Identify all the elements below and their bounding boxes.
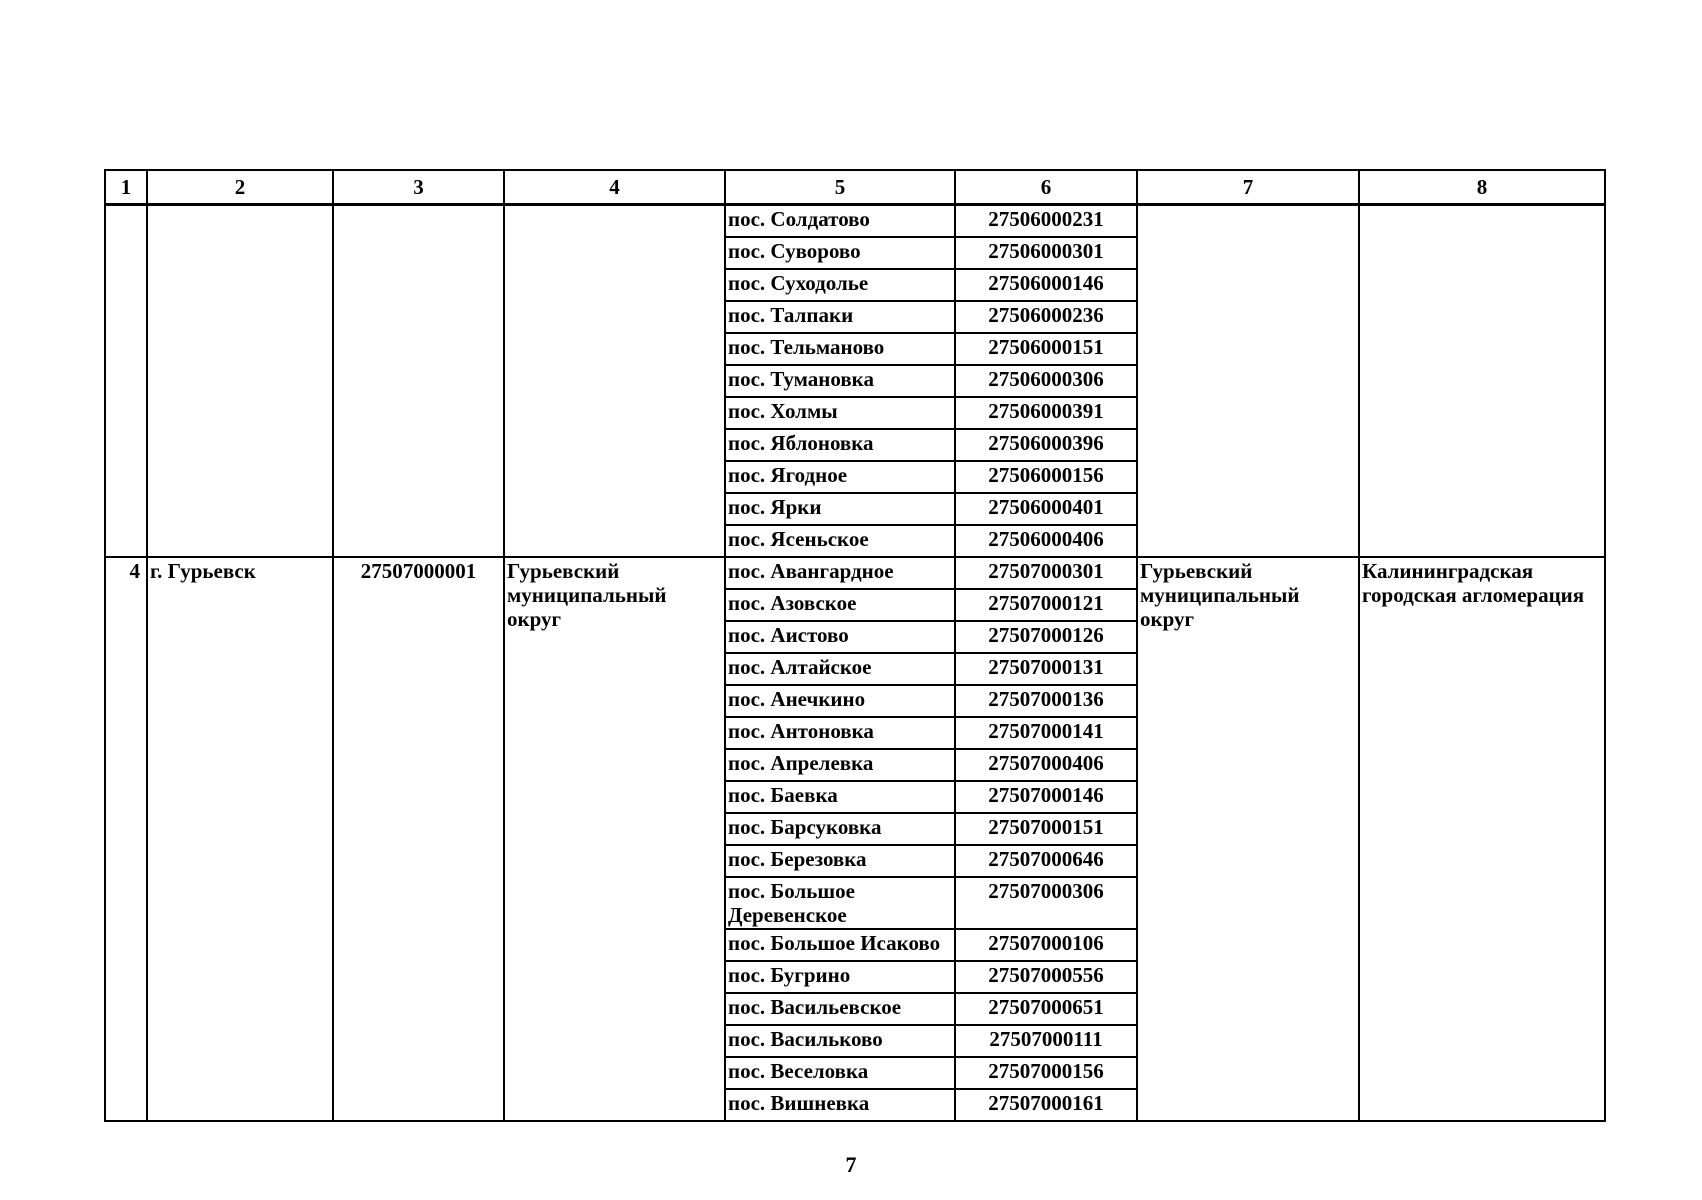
cell-settlement: пос. Анечкино [725, 685, 955, 717]
cell-settlement-code: 27506000396 [955, 429, 1137, 461]
column-header: 5 [725, 170, 955, 205]
cell-settlement: пос. Ярки [725, 493, 955, 525]
cell-settlement: пос. Аистово [725, 621, 955, 653]
settlements-table [104, 169, 1606, 1122]
column-header: 2 [147, 170, 333, 205]
cell-settlement-code: 27506000236 [955, 301, 1137, 333]
cell-settlement-code: 27507000146 [955, 781, 1137, 813]
cell-municipality-col7: Гурьевский муниципальный округ [1137, 557, 1359, 1121]
cell-settlement: пос. Ягодное [725, 461, 955, 493]
cell-settlement: пос. Авангардное [725, 557, 955, 589]
cell-settlement: пос. Большое Исаково [725, 929, 955, 961]
cell-settlement-code: 27507000306 [955, 877, 1137, 929]
cell-settlement: пос. Ясеньское [725, 525, 955, 557]
cell-settlement: пос. Суходолье [725, 269, 955, 301]
cell-settlement: пос. Березовка [725, 845, 955, 877]
cell-agglomeration-continued [1359, 205, 1605, 558]
cell-settlement: пос. Барсуковка [725, 813, 955, 845]
cell-settlement: пос. Азовское [725, 589, 955, 621]
column-header: 3 [333, 170, 504, 205]
column-header: 1 [105, 170, 147, 205]
cell-settlement-code: 27506000231 [955, 205, 1137, 238]
cell-settlement-code: 27506000151 [955, 333, 1137, 365]
cell-settlement-code: 27506000156 [955, 461, 1137, 493]
cell-municipality: Гурьевский муниципальный округ [504, 557, 725, 1121]
cell-settlement-code: 27507000111 [955, 1025, 1137, 1057]
cell-settlement: пос. Васильково [725, 1025, 955, 1057]
cell-settlement: пос. Антоновка [725, 717, 955, 749]
cell-city-continued [147, 205, 333, 558]
cell-settlement: пос. Вишневка [725, 1089, 955, 1121]
cell-settlement-code: 27507000556 [955, 961, 1137, 993]
column-header: 6 [955, 170, 1137, 205]
cell-settlement: пос. Баевка [725, 781, 955, 813]
table-header [105, 170, 1605, 205]
cell-settlement-code: 27506000401 [955, 493, 1137, 525]
column-header: 4 [504, 170, 725, 205]
cell-settlement-code: 27507000651 [955, 993, 1137, 1025]
cell-number: 4 [105, 557, 147, 1121]
table-row [105, 557, 1605, 589]
cell-settlement: пос. Васильевское [725, 993, 955, 1025]
cell-settlement-code: 27507000301 [955, 557, 1137, 589]
page-number: 7 [845, 1152, 857, 1177]
cell-settlement-code: 27507000136 [955, 685, 1137, 717]
cell-settlement-code: 27506000406 [955, 525, 1137, 557]
cell-settlement-code: 27507000126 [955, 621, 1137, 653]
table-row [105, 205, 1605, 238]
cell-settlement: пос. Тельманово [725, 333, 955, 365]
cell-settlement-code: 27507000106 [955, 929, 1137, 961]
cell-settlement-code: 27507000646 [955, 845, 1137, 877]
cell-settlement-code: 27506000301 [955, 237, 1137, 269]
cell-settlement: пос. Бугрино [725, 961, 955, 993]
cell-settlement-code: 27507000121 [955, 589, 1137, 621]
cell-agglomeration: Калининградская городская агломерация [1359, 557, 1605, 1121]
cell-settlement-code: 27507000406 [955, 749, 1137, 781]
table-body [105, 205, 1605, 1122]
cell-settlement-code: 27507000161 [955, 1089, 1137, 1121]
cell-settlement: пос. Алтайское [725, 653, 955, 685]
cell-settlement-code: 27506000391 [955, 397, 1137, 429]
cell-settlement: пос. Холмы [725, 397, 955, 429]
cell-settlement-code: 27506000306 [955, 365, 1137, 397]
cell-settlement: пос. Яблоновка [725, 429, 955, 461]
cell-municipality-continued [504, 205, 725, 558]
cell-settlement: пос. Тумановка [725, 365, 955, 397]
cell-settlement: пос. Веселовка [725, 1057, 955, 1089]
cell-municipality-col7-continued [1137, 205, 1359, 558]
cell-settlement-code: 27506000146 [955, 269, 1137, 301]
cell-num-continued [105, 205, 147, 558]
cell-settlement: пос. Солдатово [725, 205, 955, 238]
column-header: 8 [1359, 170, 1605, 205]
column-header: 7 [1137, 170, 1359, 205]
cell-settlement: пос. Талпаки [725, 301, 955, 333]
cell-city-code: 27507000001 [333, 557, 504, 1121]
cell-settlement-code: 27507000131 [955, 653, 1137, 685]
cell-settlement-code: 27507000151 [955, 813, 1137, 845]
cell-settlement: пос. Апрелевка [725, 749, 955, 781]
cell-city-code-continued [333, 205, 504, 558]
cell-settlement-code: 27507000156 [955, 1057, 1137, 1089]
cell-settlement-code: 27507000141 [955, 717, 1137, 749]
cell-settlement: пос. Большое Деревенское [725, 877, 955, 929]
cell-city: г. Гурьевск [147, 557, 333, 1121]
cell-settlement: пос. Суворово [725, 237, 955, 269]
